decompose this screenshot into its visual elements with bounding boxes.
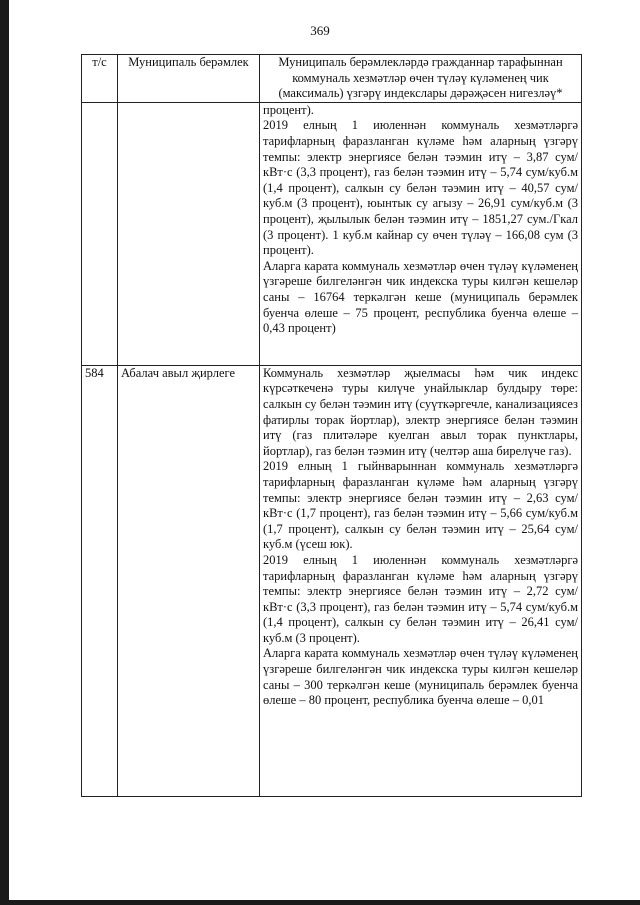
header-description: Муниципаль берәмлекләрдә гражданнар тарафыннан коммуналь хезмәтләр өчен түләү күләменең чик (максималь) үзгәрү индекслары дәрәҗәсен нигезләү*: [260, 55, 582, 103]
row-municipality: [118, 102, 260, 365]
header-municipality: Муниципаль берәмлек: [118, 55, 260, 103]
table-row: [82, 102, 582, 365]
description-paragraph: процент).: [263, 102, 314, 117]
table-header-row: [82, 55, 582, 103]
scan-bottom-edge: [0, 900, 640, 905]
tariff-index-table: [81, 54, 582, 797]
row-description: [260, 102, 582, 365]
row-municipality: Абалач авыл җирлеге: [118, 365, 260, 796]
page-number: 369: [310, 23, 330, 38]
row-description: [260, 365, 582, 796]
description-paragraph: Коммуналь хезмәтләр җыелмасы һәм чик индекс күрсәткеченә туры килүче унайлыклар булдыру төре: салкын су белән тәэмин итү (суүткәргечле, канализациясез фатирлы торак йортлар), электр энергиясе белән тәэмин итү (газ плитәләре куелган авыл торак пунктлары, йортлар), газ белән тәэмин итү (челтәр аша бирелүче газ).: [263, 365, 578, 458]
scan-left-edge: [0, 0, 9, 905]
description-paragraph: 2019 елның 1 июленнән коммуналь хезмәтләргә тарифларның фаразланган күләме һәм аларның үзгәрү темпы: электр энергиясе белән тәэмин итү – 2,72 сум/кВт·с (3,3 процент), газ белән тәэмин итү – 5,74 сум/куб.м (1,4 процент), салкын су белән тәэмин итү – 26,41 сум/куб.м (3 процент).: [263, 552, 578, 645]
description-paragraph: Аларга карата коммуналь хезмәтләр өчен түләү күләменең үзгәреше билгеләнгән чик индекска туры килгән кешеләр саны – 16764 теркәлгән кеше (муниципаль берәмлек буенча өлеше – 75 процент, республика буенча өлеше – 0,43 процент): [263, 258, 578, 336]
header-number: т/с: [82, 55, 118, 103]
table-row: [82, 365, 582, 796]
description-paragraph: Аларга карата коммуналь хезмәтләр өчен түләү күләменең үзгәреше билгеләнгән чик индекска туры килгән кешеләр саны – 300 теркәлгән кеше (муниципаль берәмлек буенча өлеше – 80 процент, республика буенча өлеше – 0,01: [263, 646, 578, 708]
description-paragraph: 2019 елның 1 гыйнварыннан коммуналь хезмәтләргә тарифларның фаразланган күләме һәм аларның үзгәрү темпы: электр энергиясе белән тәэмин итү – 2,63 сум/кВт·с (1,7 процент), газ белән тәэмин итү – 5,66 сум/куб.м (1,7 процент), салкын су белән тәэмин итү – 25,64 сум/куб.м (үсеш юк).: [263, 459, 578, 552]
description-paragraph: 2019 елның 1 июленнән коммуналь хезмәтләргә тарифларның фаразланган күләме һәм аларның үзгәрү темпы: электр энергиясе белән тәэмин итү – 3,87 сум/кВт·с (3,3 процент), газ белән тәэмин итү – 5,74 сум/куб.м (1,4 процент), салкын су белән тәэмин итү – 40,57 сум/куб.м (3 процент), юынтык су агызу – 26,91 сум/куб.м (3 процент), җылылык белән тәэмин итү – 1851,27 сум./Гкал (3 процент). 1 куб.м кайнар су өчен түләү – 166,08 сум (3 процент).: [263, 118, 578, 258]
row-number: [82, 102, 118, 365]
row-number: 584: [82, 365, 118, 796]
